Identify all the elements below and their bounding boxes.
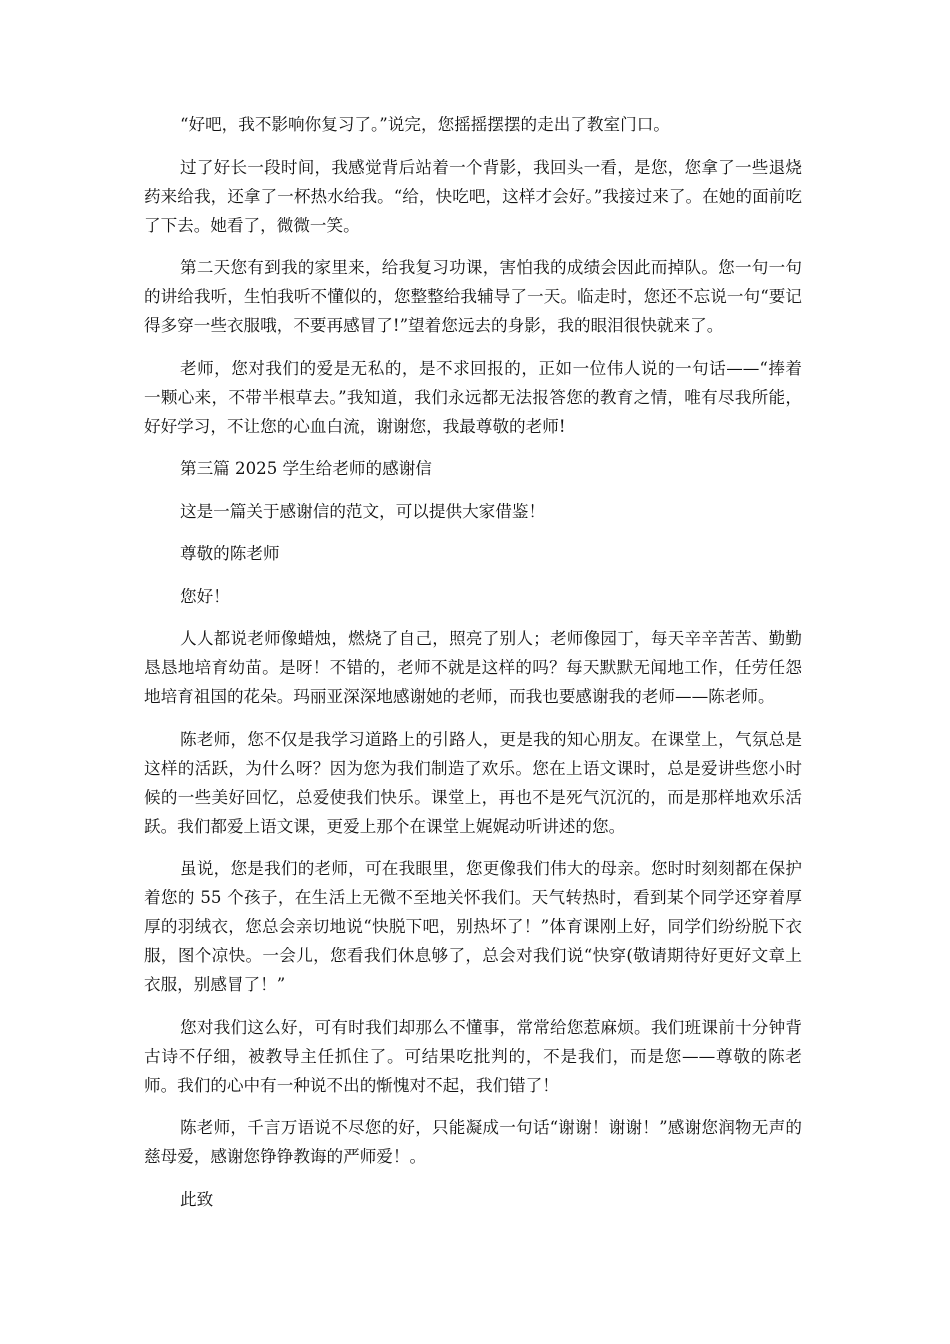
paragraph-7: 虽说，您是我们的老师，可在我眼里，您更像我们伟大的母亲。您时时刻刻都在保护着您的 55 个孩子，在生活上无微不至地关怀我们。天气转热时，看到某个同学还穿着厚厚的羽绒衣，您总会亲切地说“快脱下吧，别热坏了！”体育课刚上好，同学们纷纷脱下衣服，图个凉快。一会儿，您看我们休息够了，总会对我们说“快穿(敬请期待好更好文章上衣服，别感冒了！” xyxy=(144,859,802,994)
closing: 此致 xyxy=(180,1189,214,1209)
paragraph-1: “好吧，我不影响你复习了。”说完，您摇摇摆摆的走出了教室门口。 xyxy=(180,115,670,134)
paragraph-6: 陈老师，您不仅是我学习道路上的引路人，更是我的知心朋友。在课堂上，气氛总是这样的活跃，为什么呀？因为您为我们制造了欢乐。您在上语文课时，总是爱讲些您小时候的一些美好回忆，总爱使我们快乐。课堂上，再也不是死气沉沉的，而是那样地欢乐活跃。我们都爱上语文课，更爱上那个在课堂上娓娓动听讲述的您。 xyxy=(144,729,802,836)
salutation: 尊敬的陈老师 xyxy=(180,544,280,563)
paragraph-3: 第二天您有到我的家里来，给我复习功课，害怕我的成绩会因此而掉队。您一句一句的讲给我听，生怕我听不懂似的，您整整给我辅导了一天。临走时，您还不忘说一句“要记得多穿一些衣服哦，不要再感冒了!”望着您远去的身影，我的眼泪很快就来了。 xyxy=(144,258,802,335)
paragraph-8: 您对我们这么好，可有时我们却那么不懂事，常常给您惹麻烦。我们班课前十分钟背古诗不仔细，被教导主任抓住了。可结果吃批判的，不是我们，而是您——尊敬的陈老师。我们的心中有一种说不出的惭愧对不起，我们错了！ xyxy=(144,1017,802,1095)
greeting: 您好！ xyxy=(180,586,230,606)
paragraph-9: 陈老师，千言万语说不尽您的好，只能凝成一句话“谢谢！谢谢！”感谢您润物无声的慈母爱，感谢您铮铮教诲的严师爱！。 xyxy=(144,1118,802,1166)
paragraph-5: 人人都说老师像蜡烛，燃烧了自己，照亮了别人；老师像园丁，每天辛辛苦苦、勤勤恳恳地培育幼苗。是呀！不错的，老师不就是这样的吗？每天默默无闻地工作，任劳任怨地培育祖国的花朵。玛丽亚深深地感谢她的老师，而我也要感谢我的老师——陈老师。 xyxy=(144,629,802,706)
paragraph-4: 老师，您对我们的爱是无私的，是不求回报的，正如一位伟人说的一句话——“捧着一颗心来，不带半根草去。”我知道，我们永远都无法报答您的教育之情，唯有尽我所能，好好学习，不让您的心血白流，谢谢您，我最尊敬的老师! xyxy=(144,358,802,436)
intro-line: 这是一篇关于感谢信的范文，可以提供大家借鉴！ xyxy=(180,501,546,521)
paragraph-2: 过了好长一段时间，我感觉背后站着一个背影，我回头一看，是您，您拿了一些退烧药来给我，还拿了一杯热水给我。“给，快吃吧，这样才会好。”我接过来了。在她的面前吃了下去。她看了，微微一笑。 xyxy=(144,157,802,235)
document-page xyxy=(144,110,802,1227)
section-heading: 第三篇 2025 学生给老师的感谢信 xyxy=(180,459,432,478)
